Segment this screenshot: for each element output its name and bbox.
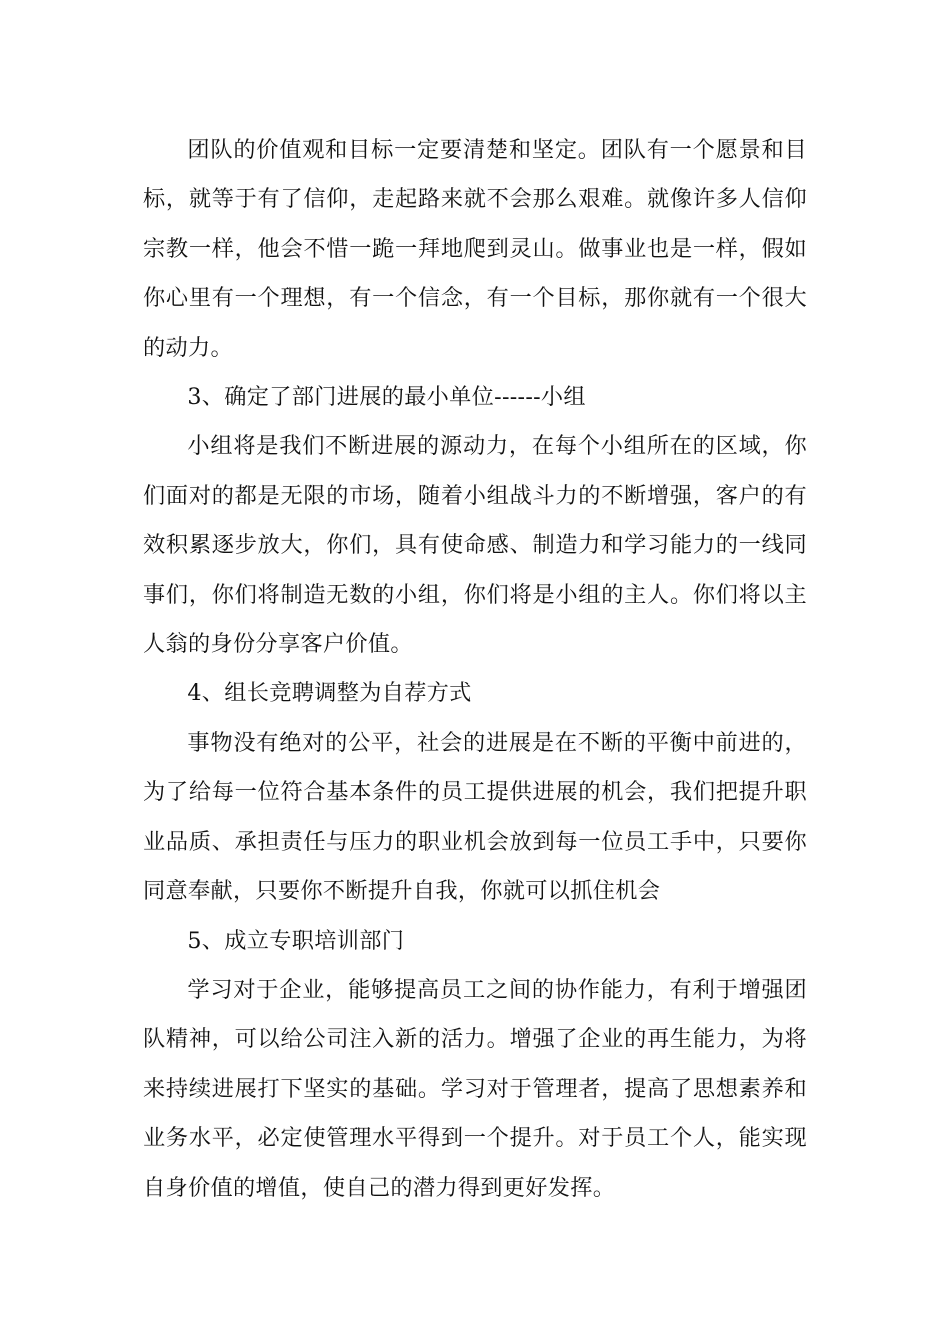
heading-leader-self-recommend: 4、组长竞聘调整为自荐方式 [187, 680, 472, 707]
paragraph-fair-opportunity: 事物没有绝对的公平，社会的进展是在不断的平衡中前进的，为了给每一位符合基本条件的员工提供进展的机会，我们把提升职业品质、承担责任与压力的职业机会放到每一位员工手中，只要你同意奉献，只要你不断提升自我，你就可以抓住机会 [143, 729, 807, 905]
document-body [143, 126, 807, 1213]
heading-training-department: 5、成立专职培训部门 [187, 927, 405, 954]
paragraph-group-driving-force: 小组将是我们不断进展的源动力，在每个小组所在的区域，你们面对的都是无限的市场，随着小组战斗力的不断增强，客户的有效积累逐步放大，你们，具有使命感、制造力和学习能力的一线同事们，你们将制造无数的小组，你们将是小组的主人。你们将以主人翁的身份分享客户价值。 [143, 433, 807, 658]
paragraph-learning-benefits: 学习对于企业，能够提高员工之间的协作能力，有利于增强团队精神，可以给公司注入新的活力。增强了企业的再生能力，为将来持续进展打下坚实的基础。学习对于管理者，提高了思想素养和业务水平，必定使管理水平得到一个提升。对于员工个人，能实现自身价值的增值，使自己的潜力得到更好发挥。 [143, 976, 807, 1201]
paragraph-team-values: 团队的价值观和目标一定要清楚和坚定。团队有一个愿景和目标，就等于有了信仰，走起路来就不会那么艰难。就像许多人信仰宗教一样，他会不惜一跪一拜地爬到灵山。做事业也是一样，假如你心里有一个理想，有一个信念，有一个目标，那你就有一个很大的动力。 [143, 137, 807, 361]
heading-smallest-unit-group: 3、确定了部门进展的最小单位------小组 [187, 384, 586, 411]
